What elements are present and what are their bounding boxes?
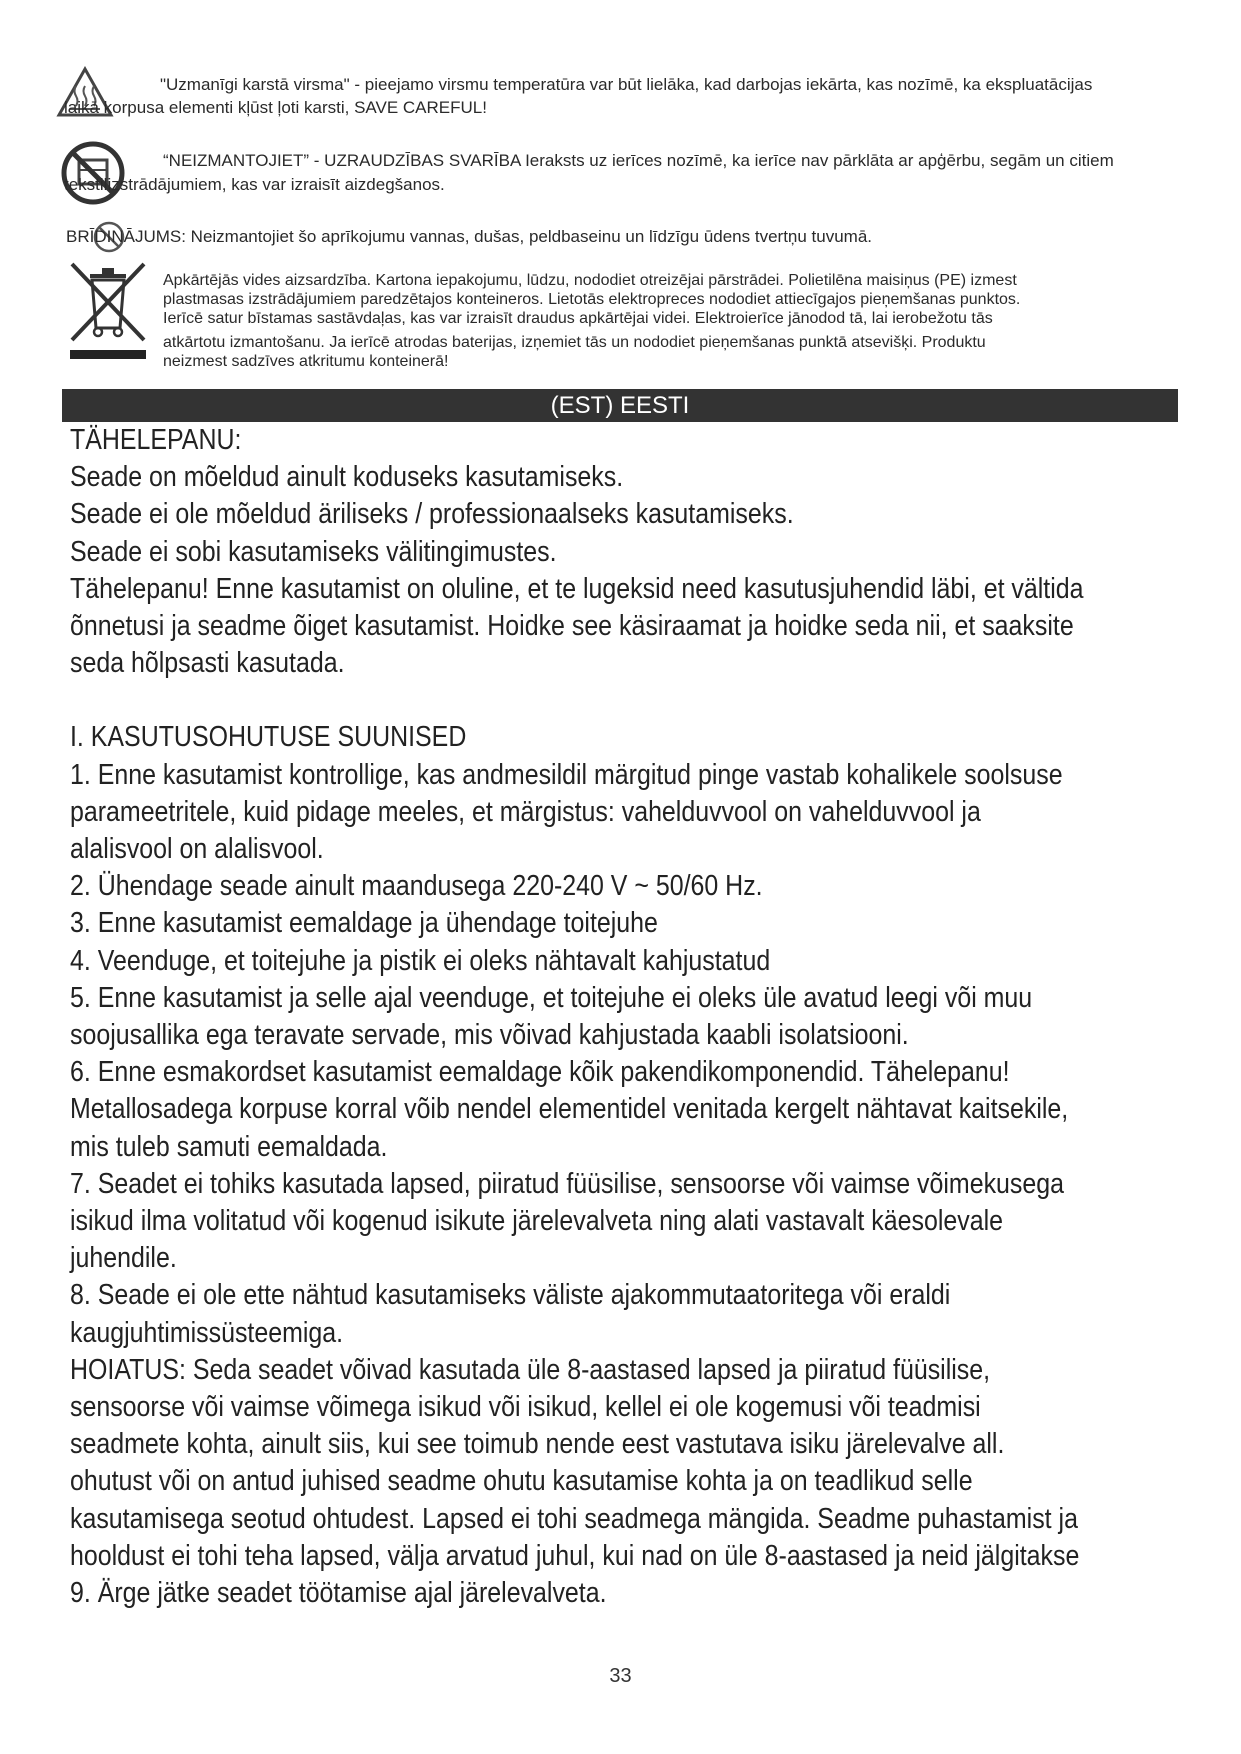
spacer bbox=[70, 682, 1025, 719]
text-line: kaugjuhtimissüsteemiga. bbox=[70, 1316, 344, 1349]
safety-section-heading: I. KASUTUSOHUTUSE SUUNISED bbox=[70, 721, 467, 754]
do-not-cover-icon bbox=[60, 140, 126, 206]
environment-text-2: plastmasas izstrādājumiem paredzētajos konteineros. Lietotās elektropreces nododiet attiecīgajos pieņemšanas punktos. bbox=[163, 291, 1021, 308]
text-line: 7. Seadet ei tohiks kasutada lapsed, piiratud füüsilise, sensoorse või vaimse võimekusega bbox=[70, 1167, 1064, 1200]
section-header-bar: (EST) EESTI bbox=[62, 389, 1178, 422]
text-line: Seade on mõeldud ainult koduseks kasutamiseks. bbox=[70, 461, 624, 494]
text-line: seda hõlpsasti kasutada. bbox=[70, 647, 345, 680]
text-line: seadmete kohta, ainult siis, kui see toimub nende eest vastutava isiku järelevalve all. bbox=[70, 1428, 1005, 1461]
text-line: soojusallika ega teravate servade, mis võivad kahjustada kaabli isolatsiooni. bbox=[70, 1019, 909, 1052]
text-line: sensoorse või vaimse võimega isikud või isikud, kellel ei ole kogemusi või teadmisi bbox=[70, 1391, 981, 1424]
text-line: kasutamisega seotud ohtudest. Lapsed ei tohi seadmega mängida. Seadme puhastamist ja bbox=[70, 1502, 1078, 1535]
text-line: 1. Enne kasutamist kontrollige, kas andmesildil märgitud pinge vastab kohalikele soolsuse bbox=[70, 758, 1063, 791]
hot-surface-text-1: "Uzmanīgi karstā virsma" - pieejamo virsmu temperatūra var būt lielāka, kad darbojas iekārta, kas nozīmē, ka ekspluatācijas bbox=[160, 75, 1093, 94]
text-line: parameetritele, kuid pidage meeles, et märgistus: vahelduvvool on vahelduvvool ja bbox=[70, 795, 981, 828]
text-line: 4. Veenduge, et toitejuhe ja pistik ei oleks nähtavalt kahjustatud bbox=[70, 944, 771, 977]
environment-text-5: neizmest sadzīves atkritumu konteinerā! bbox=[163, 353, 449, 370]
weee-crossed-bin-icon bbox=[66, 258, 150, 364]
main-instructions bbox=[70, 422, 1084, 1612]
text-line: 6. Enne esmakordset kasutamist eemaldage kõik pakendikomponendid. Tähelepanu! bbox=[70, 1056, 1010, 1089]
environment-text-4: atkārtotu izmantošanu. Ja ierīcē atrodas baterijas, izņemiet tās un nododiet pieņemšanas punktā atsevišķi. Produktu bbox=[163, 334, 986, 351]
text-line: ohutust või on antud juhised seadme ohutu kasutamise kohta ja on teadlikud selle bbox=[70, 1465, 973, 1498]
environment-text-1: Apkārtējās vides aizsardzība. Kartona iepakojumu, lūdzu, nododiet otreizējai pārstrādei. Polietilēna maisiņus (PE) izmest bbox=[163, 272, 1017, 289]
environment-text-3: Ierīcē satur bīstamas sastāvdaļas, kas var izraisīt draudus apkārtējai videi. Elektroierīce jānodod tā, lai ierobežotu tās bbox=[163, 310, 993, 327]
text-line: 5. Enne kasutamist ja selle ajal veenduge, et toitejuhe ei oleks üle avatud leegi või muu bbox=[70, 981, 1033, 1014]
text-line: alalisvool on alalisvool. bbox=[70, 833, 324, 866]
text-line: HOIATUS: Seda seadet võivad kasutada üle 8-aastased lapsed ja piiratud füüsilise, bbox=[70, 1353, 991, 1386]
text-line: juhendile. bbox=[70, 1242, 177, 1275]
text-line: 8. Seade ei ole ette nähtud kasutamiseks väliste ajakommutaatoritega või eraldi bbox=[70, 1279, 951, 1312]
text-line: Tähelepanu! Enne kasutamist on oluline, et te lugeksid need kasutusjuhendid läbi, et vältida bbox=[70, 572, 1084, 605]
do-not-cover-text-1: “NEIZMANTOJIET” - UZRAUDZĪBAS SVARĪBA Ieraksts uz ierīces nozīmē, ka ierīce nav pārklāta ar apģērbu, segām un citiem bbox=[163, 151, 1114, 170]
notice-heading: TÄHELEPANU: bbox=[70, 424, 242, 456]
text-line: isikud ilma volitatud või kogenud isikute järelevalveta ning alati vastavalt käesolevale bbox=[70, 1205, 1004, 1238]
text-line: 2. Ühendage seade ainult maandusega 220-240 V ~ 50/60 Hz. bbox=[70, 870, 763, 903]
text-line: Seade ei ole mõeldud äriliseks / professionaalseks kasutamiseks. bbox=[70, 498, 794, 531]
text-line: Metallosadega korpuse korral võib nendel elementidel venitada kergelt nähtavat kaitsekile, bbox=[70, 1093, 1069, 1126]
page-number: 33 bbox=[609, 1665, 632, 1687]
text-line: 3. Enne kasutamist eemaldage ja ühendage toitejuhe bbox=[70, 907, 658, 940]
text-line: hooldust ei tohi teha lapsed, välja arvatud juhul, kui nad on üle 8-aastased ja neid jälgitakse bbox=[70, 1539, 1080, 1572]
water-warning-text: BRĪDINĀJUMS: Neizmantojiet šo aprīkojumu vannas, dušas, peldbaseinu un līdzīgu ūdens tvertņu tuvumā. bbox=[66, 227, 873, 246]
text-line: Seade ei sobi kasutamiseks välitingimustes. bbox=[70, 535, 557, 568]
hot-surface-text-2: laikā korpusa elementi kļūst ļoti karsti, SAVE CAREFUL! bbox=[64, 98, 487, 117]
text-line: õnnetusi ja seadme õiget kasutamist. Hoidke see käsiraamat ja hoidke seda nii, et saaksite bbox=[70, 610, 1074, 643]
text-line: 9. Ärge jätke seadet töötamise ajal järelevalveta. bbox=[70, 1577, 607, 1610]
text-line: mis tuleb samuti eemaldada. bbox=[70, 1130, 388, 1163]
do-not-cover-text-2: tekstilizstrādājumiem, kas var izraisīt aizdegšanos. bbox=[64, 175, 445, 194]
